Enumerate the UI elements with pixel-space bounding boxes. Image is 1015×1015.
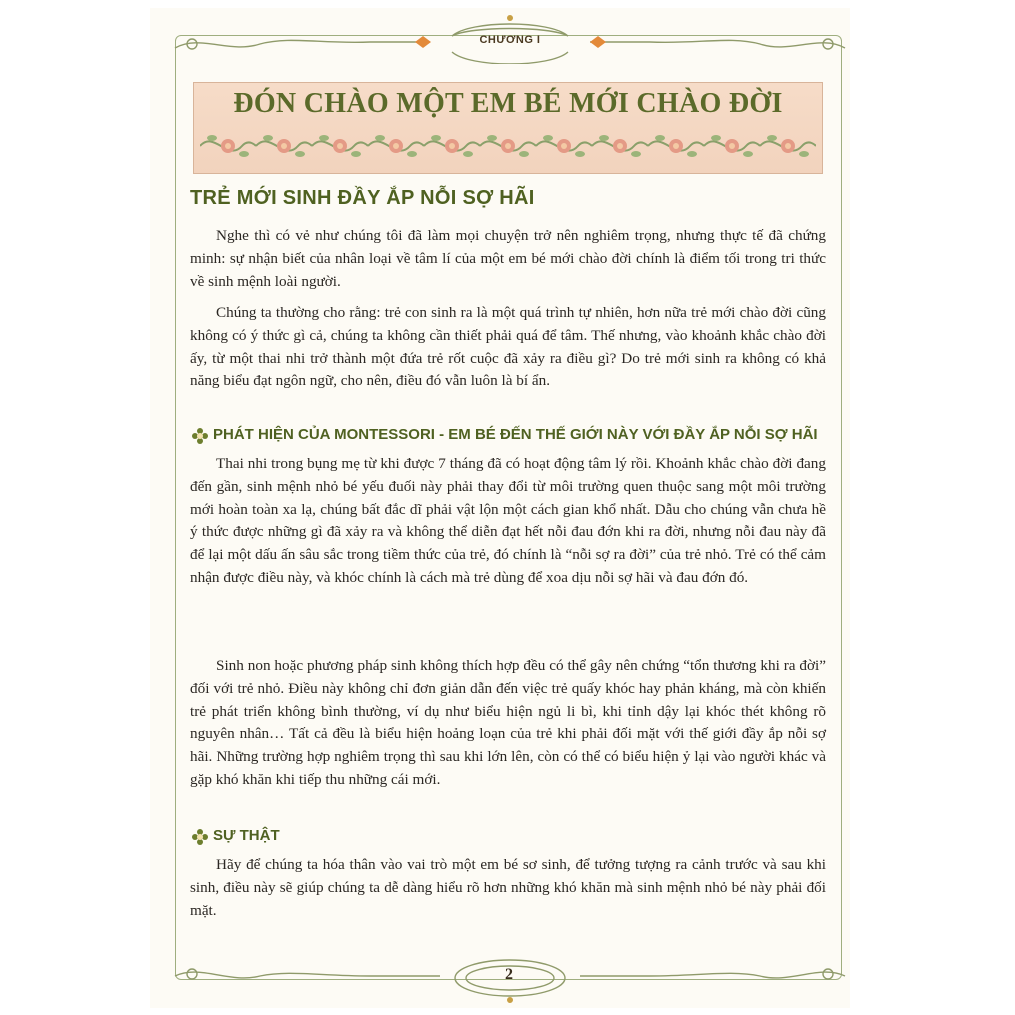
flower-bullet-icon xyxy=(192,829,208,845)
page-number: 2 xyxy=(505,966,513,983)
truth-paragraph-1: Hãy để chúng ta hóa thân vào vai trò một em bé sơ sinh, để tưởng tượng ra cảnh trước và sau khi sinh, điều này sẽ giúp chúng ta dễ dàng hiểu rõ hơn những khó khăn mà sinh mệnh nhỏ bé này phải đối mặt. xyxy=(190,856,826,919)
subsection-title-truth: SỰ THẬT xyxy=(213,827,280,844)
floral-strip-decoration xyxy=(200,126,816,166)
section-title: TRẺ MỚI SINH ĐẦY ẮP NỖI SỢ HÃI xyxy=(190,187,535,209)
flower-bullet-icon xyxy=(192,428,208,444)
montessori-paragraph-1: Thai nhi trong bụng mẹ từ khi được 7 tháng đã có hoạt động tâm lý rồi. Khoảnh khắc chào đời đang đến gần, sinh mệnh nhỏ bé yếu đuối này phải thay đổi từ môi trường quen thuộc sang một môi trường mới hoàn toàn xa lạ, chúng bất đắc dĩ phải vật lộn một cách gian khổ nhất. Dẫu cho chúng vẫn chưa hề ý thức được những gì đã xảy ra và không thể diễn đạt hết nỗi đau đớn khi ra đời, nhưng nỗi đau này đã để lại một dấu ấn sâu sắc trong tiềm thức của trẻ, đó chính là “nỗi sợ ra đời” của trẻ nhỏ. Trẻ có thể cảm nhận được điều này, và khóc chính là cách mà trẻ dùng để xoa dịu nỗi sợ hãi và đau đớn đó. xyxy=(190,455,826,586)
intro-paragraph-2: Chúng ta thường cho rằng: trẻ con sinh ra là một quá trình tự nhiên, hơn nữa trẻ mới chào đời cũng không có ý thức gì cả, chúng ta không cần thiết phải quá để tâm. Thế nhưng, vào khoảnh khắc chào đời ấy, từ một thai nhi trở thành một đứa trẻ rốt cuộc đã xảy ra điều gì? Do trẻ mới sinh ra không có khả năng biểu đạt ngôn ngữ, cho nên, điều đó vẫn luôn là bí ẩn. xyxy=(190,304,826,390)
intro-paragraph-1: Nghe thì có vẻ như chúng tôi đã làm mọi chuyện trở nên nghiêm trọng, nhưng thực tế đã chứng minh: sự nhận biết của nhân loại về tâm lí của một em bé mới chào đời chính là điểm tối trong tri thức về sinh mệnh loài người. xyxy=(190,227,826,290)
montessori-paragraph-2: Sinh non hoặc phương pháp sinh không thích hợp đều có thể gây nên chứng “tổn thương khi ra đời” đối với trẻ nhỏ. Điều này không chỉ đơn giản dẫn đến việc trẻ quấy khóc hay phản kháng, mà còn khiến trẻ phát triển không bình thường, ví dụ như biểu hiện ngủ li bì, khi tỉnh dậy lại khóc thét không rõ nguyên nhân… Tất cả đều là biểu hiện hoảng loạn của trẻ khi phải đối mặt với thế giới đầy ắp nỗi sợ hãi. Những trường hợp nghiêm trọng thì sau khi lớn lên, còn có thể có biểu hiện ỷ lại vào người khác và gặp khó khăn khi tiếp thu những cái mới. xyxy=(190,657,826,788)
subsection-title-montessori: PHÁT HIỆN CỦA MONTESSORI - EM BÉ ĐẾN THẾ GIỚI NÀY VỚI ĐẦY ẮP NỖI SỢ HÃI xyxy=(213,426,818,443)
chapter-label: CHƯƠNG I xyxy=(479,34,541,46)
banner-title: ĐÓN CHÀO MỘT EM BÉ MỚI CHÀO ĐỜI xyxy=(233,88,783,119)
